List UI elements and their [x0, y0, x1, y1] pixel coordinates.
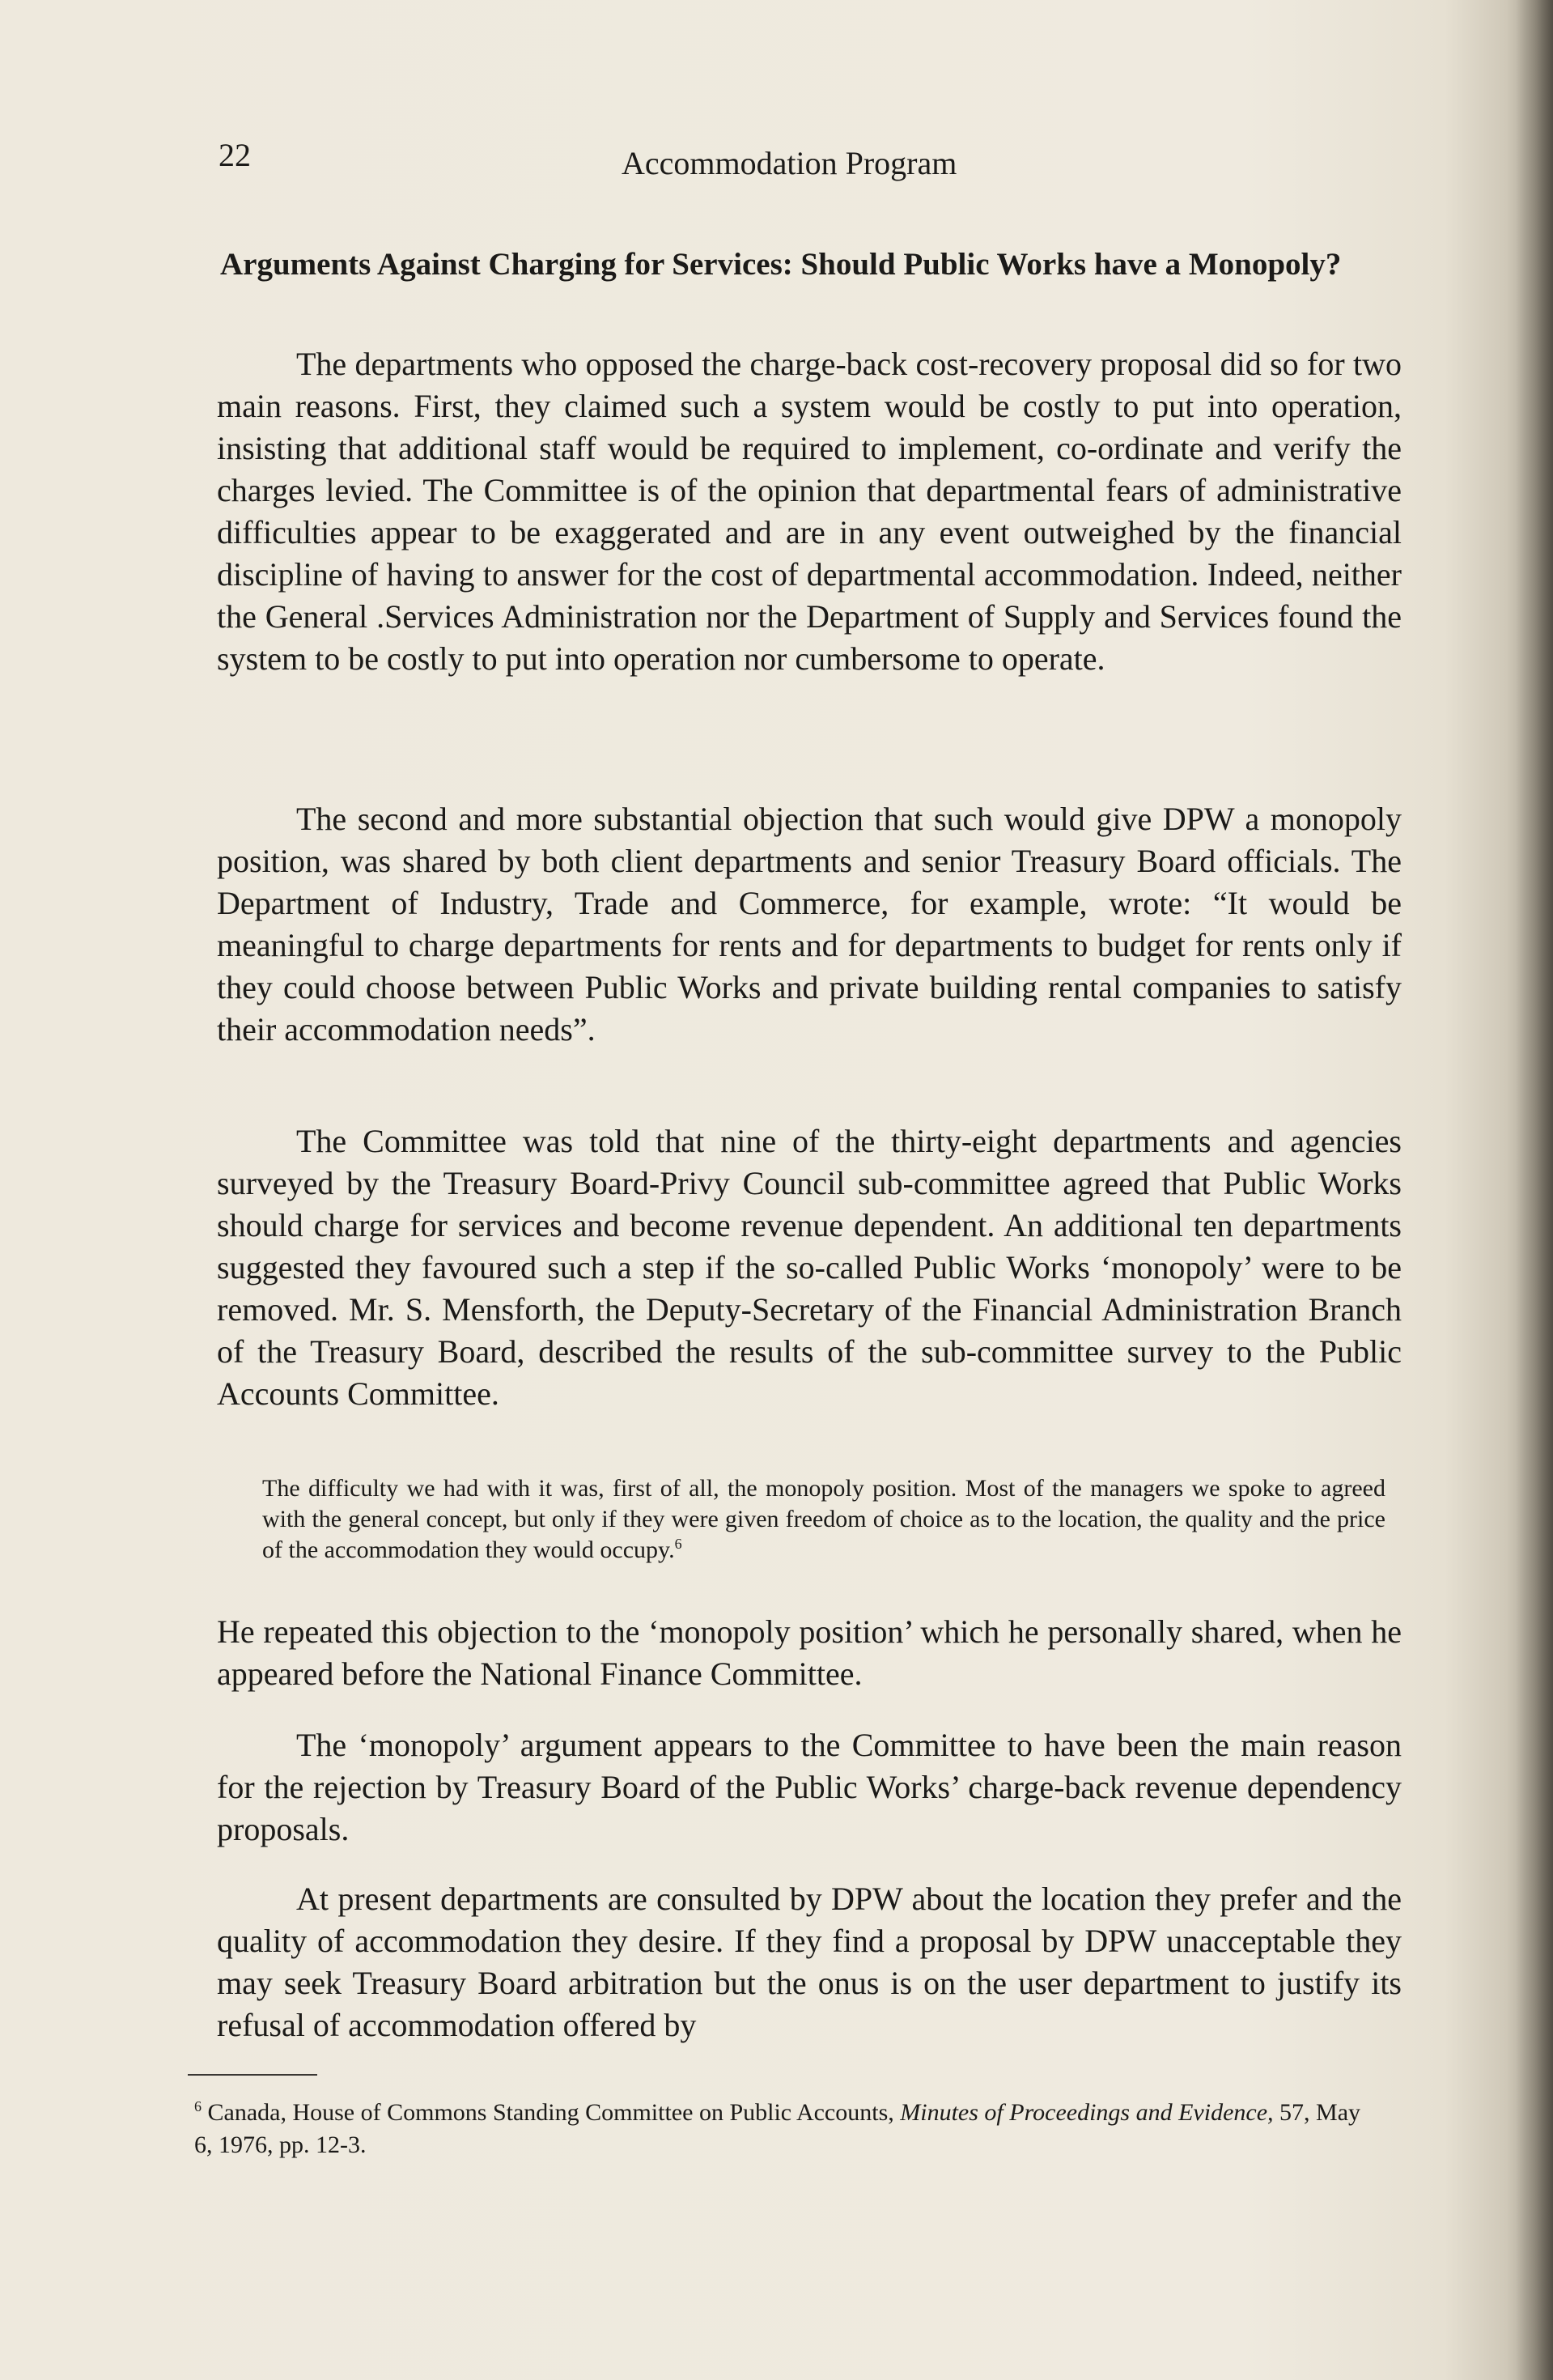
paragraph-2: The second and more substantial objection that such would give DPW a monopoly position, was shared by both client departments and senior Treasury Board officials. The Department of Industry, Trade and Commerce, for example, wrote: “It would be meaningful to charge departments for rents and for departments to budget for rents only if they could choose between Public Works and private building rental companies to satisfy their accommodation needs”.	[217, 801, 1402, 1048]
paragraph-5: The ‘monopoly’ argument appears to the Committee to have been the main reason for the rejection by Treasury Board of the Public Works’ charge-back revenue dependency proposals.	[217, 1727, 1402, 1847]
section-heading: Arguments Against Charging for Services: Should Public Works have a Monopoly?	[220, 247, 1342, 282]
footnote-reference: 6	[674, 1536, 682, 1552]
block-quote-text: The difficulty we had with it was, first of all, the monopoly position. Most of the managers we spoke to agreed with the general concept, but only if they were given freedom of choice as to the location, the quality and the price of the accommodation they would occupy.	[262, 1475, 1385, 1563]
running-title: Accommodation Program	[622, 145, 957, 181]
paragraph-4: He repeated this objection to the ‘monopoly position’ which he personally shared, when he appeared before the National Finance Committee.	[217, 1613, 1402, 1692]
block-quote	[262, 1473, 1385, 1566]
paragraph-3: The Committee was told that nine of the thirty-eight departments and agencies surveyed by the Treasury Board-Privy Council sub-committee agreed that Public Works should charge for services and become revenue dependent. An additional ten departments suggested they favoured such a step if the so-called Public Works ‘monopoly’ were to be removed. Mr. S. Mensforth, the Deputy-Secretary of the Financial Administration Branch of the Treasury Board, described the results of the sub-committee survey to the Public Accounts Committee.	[217, 1123, 1402, 1412]
page-number: 22	[219, 137, 251, 173]
footnote-text-after: 57, May 6, 1976, pp. 12-3.	[194, 2099, 1361, 2158]
page-gutter-shadow	[1516, 0, 1553, 2380]
footnote	[194, 2097, 1373, 2161]
footnote-text-before: Canada, House of Commons Standing Committee on Public Accounts,	[207, 2099, 894, 2126]
paragraph-1: The departments who opposed the charge-back cost-recovery proposal did so for two main reasons. First, they claimed such a system would be costly to put into operation, insisting that additional staff would be required to implement, co-ordinate and verify the charges levied. The Committee is of the opinion that departmental fears of administrative difficulties appear to be exaggerated and are in any event outweighed by the financial discipline of having to answer for the cost of departmental accommodation. Indeed, neither the General .Services Administration nor the Department of Supply and Services found the system to be costly to put into operation nor cumbersome to operate.	[217, 346, 1402, 677]
footnote-marker: 6	[194, 2098, 202, 2114]
footnote-rule	[188, 2074, 317, 2076]
paragraph-6: At present departments are consulted by DPW about the location they prefer and the quality of accommodation they desire. If they find a proposal by DPW unacceptable they may seek Treasury Board arbitration but the onus is on the user department to justify its refusal of accommodation offered by	[217, 1881, 1402, 2043]
footnote-citation-title: Minutes of Proceedings and Evidence,	[900, 2099, 1274, 2126]
